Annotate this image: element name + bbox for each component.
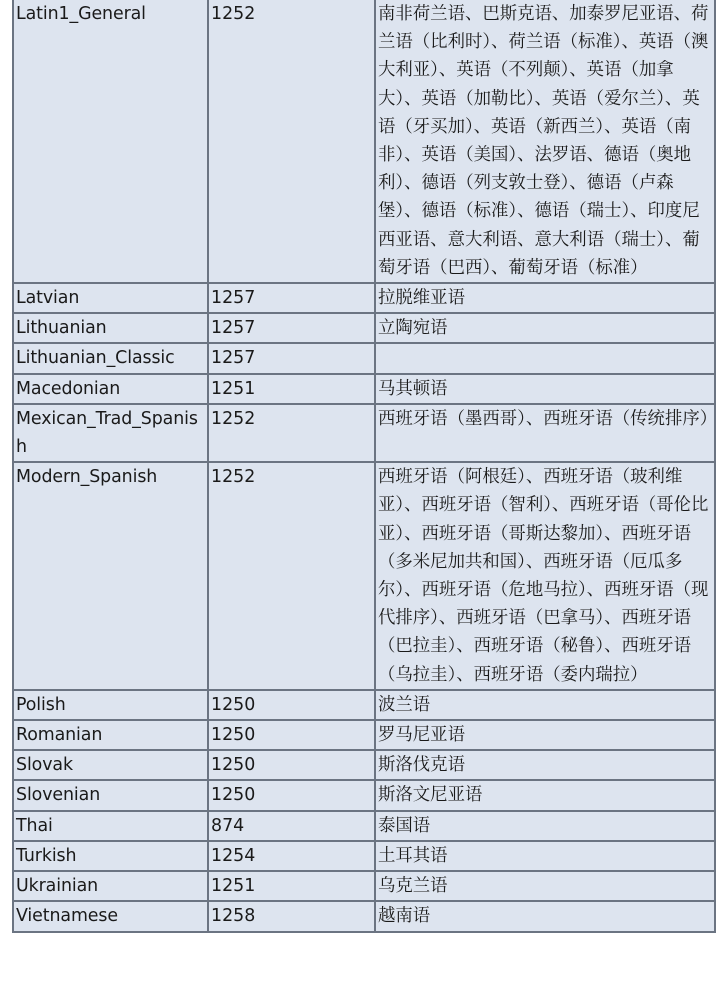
languages-cell: 土耳其语 (375, 841, 715, 871)
collation-name-cell: Mexican_Trad_Spanish (13, 404, 208, 462)
languages-cell: 马其顿语 (375, 374, 715, 404)
languages-cell: 西班牙语（墨西哥）、西班牙语（传统排序） (375, 404, 715, 462)
code-page-cell: 1258 (208, 901, 375, 931)
collation-table (12, 0, 716, 933)
code-page-cell: 1250 (208, 720, 375, 750)
languages-cell: 斯洛伐克语 (375, 750, 715, 780)
code-page-cell: 1254 (208, 841, 375, 871)
languages-cell: 拉脱维亚语 (375, 283, 715, 313)
collation-name-cell: Lithuanian_Classic (13, 343, 208, 373)
table-row (13, 901, 715, 931)
code-page-cell: 1250 (208, 690, 375, 720)
code-page-cell: 874 (208, 811, 375, 841)
languages-cell (375, 343, 715, 373)
collation-name-cell: Lithuanian (13, 313, 208, 343)
languages-cell: 西班牙语（阿根廷）、西班牙语（玻利维亚）、西班牙语（智利）、西班牙语（哥伦比亚）、西班牙语（哥斯达黎加）、西班牙语（多米尼加共和国）、西班牙语（厄瓜多尔）、西班牙语（危地马拉）、西班牙语（现代排序）、西班牙语（巴拿马）、西班牙语（巴拉圭）、西班牙语（秘鲁）、西班牙语（乌拉圭）、西班牙语（委内瑞拉） (375, 462, 715, 690)
languages-cell: 立陶宛语 (375, 313, 715, 343)
table-row (13, 374, 715, 404)
languages-cell: 斯洛文尼亚语 (375, 780, 715, 810)
collation-name-cell: Latin1_General (13, 0, 208, 283)
languages-cell: 波兰语 (375, 690, 715, 720)
code-page-cell: 1257 (208, 283, 375, 313)
table-row (13, 404, 715, 462)
code-page-cell: 1250 (208, 780, 375, 810)
collation-name-cell: Turkish (13, 841, 208, 871)
collation-name-cell: Ukrainian (13, 871, 208, 901)
code-page-cell: 1257 (208, 313, 375, 343)
languages-cell: 泰国语 (375, 811, 715, 841)
collation-name-cell: Polish (13, 690, 208, 720)
code-page-cell: 1257 (208, 343, 375, 373)
code-page-cell: 1252 (208, 462, 375, 690)
table-row (13, 283, 715, 313)
code-page-cell: 1251 (208, 374, 375, 404)
table-row (13, 811, 715, 841)
languages-cell: 越南语 (375, 901, 715, 931)
collation-name-cell: Thai (13, 811, 208, 841)
collation-name-cell: Romanian (13, 720, 208, 750)
table-row (13, 780, 715, 810)
code-page-cell: 1252 (208, 0, 375, 283)
languages-cell: 乌克兰语 (375, 871, 715, 901)
collation-name-cell: Modern_Spanish (13, 462, 208, 690)
collation-table-body (13, 0, 718, 932)
table-row (13, 0, 715, 283)
table-row (13, 750, 715, 780)
table-row (13, 720, 715, 750)
table-row (13, 841, 715, 871)
languages-cell: 南非荷兰语、巴斯克语、加泰罗尼亚语、荷兰语（比利时）、荷兰语（标准）、英语（澳大利亚）、英语（不列颠）、英语（加拿大）、英语（加勒比）、英语（爱尔兰）、英语（牙买加）、英语（新西兰）、英语（南非）、英语（美国）、法罗语、德语（奥地利）、德语（列支敦士登）、德语（卢森堡）、德语（标准）、德语（瑞士）、印度尼西亚语、意大利语、意大利语（瑞士）、葡萄牙语（巴西）、葡萄牙语（标准） (375, 0, 715, 283)
code-page-cell: 1250 (208, 750, 375, 780)
collation-name-cell: Slovenian (13, 780, 208, 810)
collation-name-cell: Slovak (13, 750, 208, 780)
collation-name-cell: Macedonian (13, 374, 208, 404)
table-row (13, 690, 715, 720)
collation-name-cell: Vietnamese (13, 901, 208, 931)
collation-name-cell: Latvian (13, 283, 208, 313)
table-row (13, 462, 715, 690)
languages-cell: 罗马尼亚语 (375, 720, 715, 750)
table-row (13, 313, 715, 343)
table-row (13, 343, 715, 373)
code-page-cell: 1251 (208, 871, 375, 901)
code-page-cell: 1252 (208, 404, 375, 462)
table-row (13, 871, 715, 901)
